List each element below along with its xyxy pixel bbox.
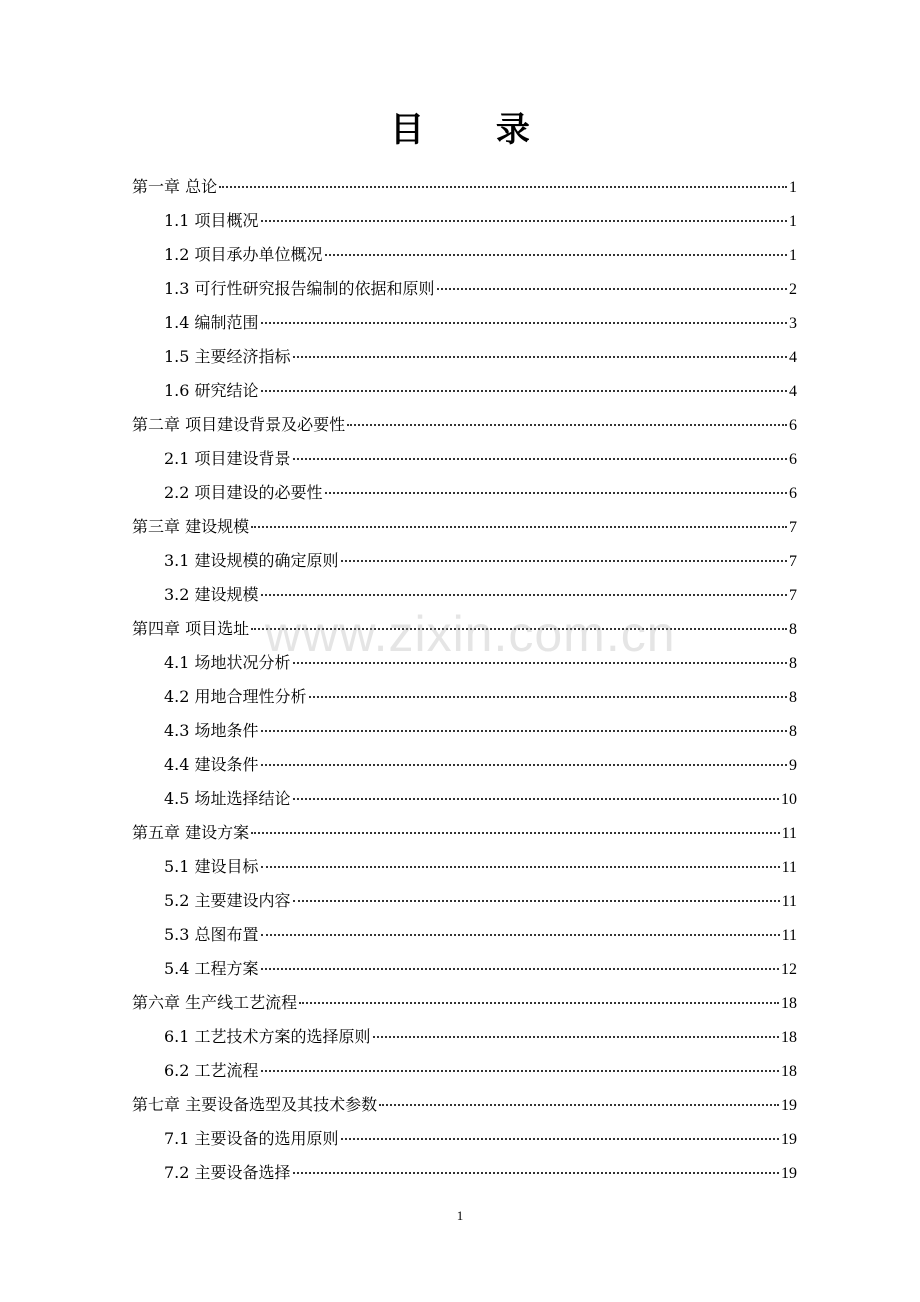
- toc-entry-page: 18: [781, 1029, 797, 1046]
- toc-section-entry[interactable]: [132, 544, 797, 578]
- toc-section-entry[interactable]: [132, 782, 797, 816]
- toc-entry-label: 5.2 主要建设内容: [164, 891, 291, 910]
- toc-entry-page: 19: [781, 1165, 797, 1182]
- toc-entry-label: 1.4 编制范围: [164, 313, 259, 332]
- toc-entry-label: 4.5 场址选择结论: [164, 789, 291, 808]
- dot-leader: [347, 424, 787, 426]
- toc-entry-page: 12: [781, 961, 797, 978]
- toc-entry-page: 19: [781, 1097, 797, 1114]
- dot-leader: [261, 730, 787, 732]
- toc-entry-label: 1.6 研究结论: [164, 381, 259, 400]
- toc-entry-page: 3: [789, 315, 797, 332]
- toc-section-entry[interactable]: [132, 238, 797, 272]
- dot-leader: [293, 798, 779, 800]
- toc-entry-page: 4: [789, 349, 797, 366]
- toc-entry-label: 4.4 建设条件: [164, 755, 259, 774]
- toc-section-entry[interactable]: [132, 1156, 797, 1190]
- toc-section-entry[interactable]: [132, 306, 797, 340]
- toc-section-entry[interactable]: [132, 374, 797, 408]
- toc-entry-label: 5.4 工程方案: [164, 959, 259, 978]
- toc-entry-label: 7.2 主要设备选择: [164, 1163, 291, 1182]
- toc-entry-page: 6: [789, 485, 797, 502]
- toc-entry-page: 1: [789, 179, 797, 196]
- toc-entry-page: 7: [789, 553, 797, 570]
- toc-chapter-entry[interactable]: [132, 408, 797, 442]
- toc-entry-label: 7.1 主要设备的选用原则: [164, 1129, 339, 1148]
- toc-entry-page: 6: [789, 417, 797, 434]
- toc-section-entry[interactable]: [132, 1122, 797, 1156]
- toc-chapter-entry[interactable]: [132, 816, 797, 850]
- toc-entry-page: 2: [789, 281, 797, 298]
- dot-leader: [379, 1104, 779, 1106]
- toc-section-entry[interactable]: [132, 1054, 797, 1088]
- toc-entry-label: 6.2 工艺流程: [164, 1061, 259, 1080]
- toc-entry-page: 11: [781, 825, 797, 842]
- dot-leader: [261, 968, 779, 970]
- toc-entry-label: 5.3 总图布置: [164, 925, 259, 944]
- toc-entry-page: 19: [781, 1131, 797, 1148]
- toc-section-entry[interactable]: [132, 714, 797, 748]
- toc-entry-page: 8: [789, 621, 797, 638]
- toc-entry-label: 3.2 建设规模: [164, 585, 259, 604]
- dot-leader: [341, 1138, 779, 1140]
- watermark: www.zixin.com.cn: [265, 606, 676, 662]
- toc-entry-page: 1: [789, 247, 797, 264]
- toc-entry-label: 第一章 总论: [132, 177, 218, 196]
- toc-entry-page: 18: [781, 995, 797, 1012]
- toc-section-entry[interactable]: [132, 204, 797, 238]
- toc-entry-page: 8: [789, 689, 797, 706]
- toc-entry-label: 1.5 主要经济指标: [164, 347, 291, 366]
- toc-entry-page: 7: [789, 519, 797, 536]
- toc-entry-label: 第五章 建设方案: [132, 823, 250, 842]
- dot-leader: [261, 1070, 779, 1072]
- toc-chapter-entry[interactable]: [132, 1088, 797, 1122]
- dot-leader: [437, 288, 787, 290]
- toc-section-entry[interactable]: [132, 918, 797, 952]
- toc-entry-page: 7: [789, 587, 797, 604]
- toc-entry-label: 3.1 建设规模的确定原则: [164, 551, 339, 570]
- toc-entry-page: 1: [789, 213, 797, 230]
- toc-section-entry[interactable]: [132, 272, 797, 306]
- toc-entry-label: 第六章 生产线工艺流程: [132, 993, 298, 1012]
- toc-entry-label: 4.1 场地状况分析: [164, 653, 291, 672]
- toc-chapter-entry[interactable]: [132, 170, 797, 204]
- toc-entry-label: 1.2 项目承办单位概况: [164, 245, 323, 264]
- toc-entry-page: 8: [789, 723, 797, 740]
- toc-entry-label: 5.1 建设目标: [164, 857, 259, 876]
- dot-leader: [293, 458, 787, 460]
- toc-entry-page: 11: [781, 893, 797, 910]
- toc-section-entry[interactable]: [132, 748, 797, 782]
- page-title: 目 录: [390, 110, 560, 150]
- dot-leader: [261, 934, 780, 936]
- dot-leader: [299, 1002, 779, 1004]
- toc-entry-label: 第三章 建设规模: [132, 517, 250, 536]
- toc-entry-label: 4.2 用地合理性分析: [164, 687, 307, 706]
- page-number: 1: [456, 1208, 464, 1223]
- toc-entry-page: 11: [781, 927, 797, 944]
- dot-leader: [293, 900, 780, 902]
- toc-entry-label: 2.1 项目建设背景: [164, 449, 291, 468]
- toc-entry-page: 6: [789, 451, 797, 468]
- dot-leader: [251, 832, 780, 834]
- toc-section-entry[interactable]: [132, 442, 797, 476]
- toc-entry-page: 8: [789, 655, 797, 672]
- dot-leader: [261, 322, 787, 324]
- dot-leader: [309, 696, 787, 698]
- dot-leader: [261, 764, 787, 766]
- toc-entry-label: 1.3 可行性研究报告编制的依据和原则: [164, 279, 435, 298]
- dot-leader: [251, 526, 787, 528]
- toc-section-entry[interactable]: [132, 680, 797, 714]
- toc-entry-label: 第四章 项目选址: [132, 619, 250, 638]
- dot-leader: [219, 186, 787, 188]
- dot-leader: [261, 594, 787, 596]
- toc-entry-label: 第二章 项目建设背景及必要性: [132, 415, 346, 434]
- dot-leader: [293, 1172, 779, 1174]
- toc-section-entry[interactable]: [132, 952, 797, 986]
- toc-entry-label: 4.3 场地条件: [164, 721, 259, 740]
- toc-entry-page: 9: [789, 757, 797, 774]
- toc-section-entry[interactable]: [132, 476, 797, 510]
- toc-section-entry[interactable]: [132, 1020, 797, 1054]
- toc-section-entry[interactable]: [132, 884, 797, 918]
- dot-leader: [261, 390, 787, 392]
- dot-leader: [373, 1036, 779, 1038]
- toc-chapter-entry[interactable]: [132, 986, 797, 1020]
- toc-entry-label: 2.2 项目建设的必要性: [164, 483, 323, 502]
- toc-entry-label: 1.1 项目概况: [164, 211, 259, 230]
- toc-section-entry[interactable]: [132, 340, 797, 374]
- dot-leader: [325, 254, 787, 256]
- toc-chapter-entry[interactable]: [132, 510, 797, 544]
- toc-entry-page: 4: [789, 383, 797, 400]
- dot-leader: [261, 866, 780, 868]
- toc-entry-label: 6.1 工艺技术方案的选择原则: [164, 1027, 371, 1046]
- dot-leader: [261, 220, 787, 222]
- toc-section-entry[interactable]: [132, 850, 797, 884]
- toc-entry-page: 11: [781, 859, 797, 876]
- table-of-contents: [132, 170, 797, 1190]
- toc-entry-page: 10: [781, 791, 797, 808]
- dot-leader: [325, 492, 787, 494]
- dot-leader: [293, 356, 787, 358]
- toc-entry-page: 18: [781, 1063, 797, 1080]
- toc-entry-label: 第七章 主要设备选型及其技术参数: [132, 1095, 378, 1114]
- dot-leader: [341, 560, 787, 562]
